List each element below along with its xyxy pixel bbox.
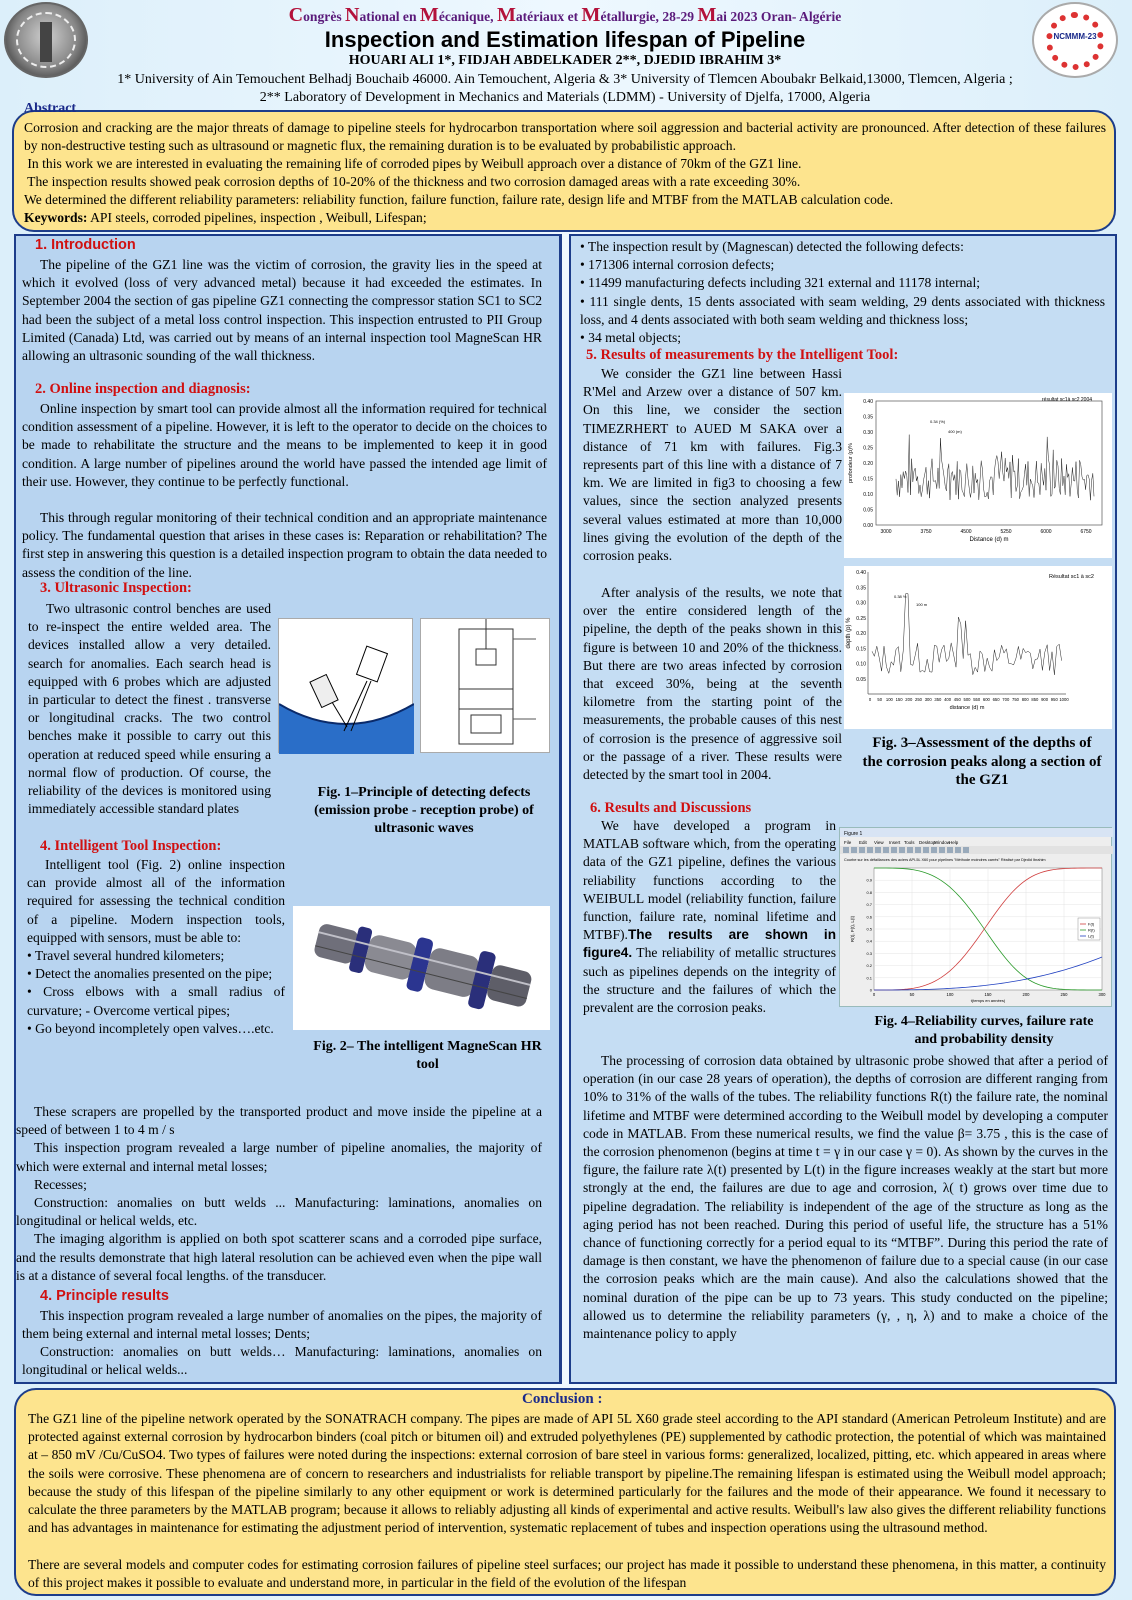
section-2-text-1: Online inspection by smart tool can provide almost all the information required for technical condition assessment of a pipeline. However, it is left to the operator to decide on the choices to be made to rehabilitate the structure and the means to be implemented to keep it in good condition. A large number of pipelines around the world have passed the intended age limit of their use. However, they continue to be perfectly functional. — [22, 401, 547, 489]
section-5-text-2: After analysis of the results, we note that over the entire considered length of the pipeline, the depth of the peaks shown in this figure is between 10 and 20% of the thickness. But there are two areas infected by corrosion that exceed 30%, being at the seventh kilometre from the starting point of the measurements, the probable causes of this nest of corrosion is the presence of aggressive soil or the passage of a river. These results were detected by the smart tool in 2004. — [583, 585, 842, 783]
abstract-label: Abstract — [24, 101, 77, 116]
section-4-title: 4. Intelligent Tool Inspection: — [40, 838, 222, 854]
fig3b-xtick: 250 — [915, 697, 922, 702]
fig3a-ytick: 0.05 — [863, 507, 873, 514]
fig3b-ytick: 0.25 — [856, 615, 866, 622]
fig3a-annot-dist: 400 (m) — [948, 429, 962, 434]
fig3a-xtick: 5250 — [1000, 529, 1012, 535]
fig4-legend-label: F(t) — [1088, 921, 1095, 927]
fig3a-ytick: 0.40 — [863, 399, 873, 405]
fig4-ytick: 0.2 — [866, 963, 872, 969]
fig4-ytick: 0.6 — [866, 914, 872, 920]
fig3b-xtick: 900 — [1041, 697, 1049, 702]
conclusion-text-2: There are several models and computer codes for estimating corrosion failures of pipeline steel surfaces; our project has made it possible to understand these phenomena, in this matter, a continuity of this project makes it possible to evaluate and understand more, in particular in the field of the evolution of the lifespan — [28, 1557, 1106, 1591]
fig3b-ytick: 0.30 — [856, 600, 866, 607]
section-3-text: Two ultrasonic control benches are used to re-inspect the entire welded area. The devices installed allow a very detailed. search for anomalies. Each search head is equipped with 6 probes which are adjusted in particular to detect the finest . transverse or longitudinal cracks. The two control benches make it possible to carry out this operation at reduced speed while ensuring a normal flow of production. Of course, the reliability of the devices is monitored using immediately accessible standard plates — [28, 601, 271, 817]
fig4-ylabel: R(t), F(t), L(t) — [850, 915, 855, 943]
fig4-toolbar-icon — [859, 847, 865, 853]
fig4-xtick: 150 — [984, 992, 992, 997]
fig3b-xtick: 300 — [924, 697, 932, 702]
fig3b-xlabel: distance (d) m — [949, 705, 985, 711]
abstract-text: Corrosion and cracking are the major threats of damage to pipeline steels for hydrocarbon transportation where soil aggression and bacterial activity are pronounced. After detection of these failures by non-destructive testing such as ultrasound or magnetic flux, the remaining duration is to be evaluated by probabilistic approach. In this work we are interested in evaluating the remaining life of corroded pipes by Weibull approach over a distance of 70km of the GZ1 line. The inspection results showed peak corrosion depths of 10-20% of the thickness and two corrosion damaged areas with a rate exceeding 30%. We determined the different reliability parameters: reliability function, failure function, failure rate, design life and MTBF from the MATLAB calculation code. Keywords: API steels, corroded pipelines, inspection , Weibull, Lifespan; — [24, 120, 1106, 225]
fig4-menu-item: Edit — [859, 840, 867, 845]
section-1-text: The pipeline of the GZ1 line was the victim of corrosion, the gravity lies in the speed at which it evolved (loss of very advanced metal) because it had exceeded the estimates. In September 2004 the section of gas pipeline GZ1 connecting the compressor station SC1 to SC2 had been the subject of a metal loss control inspection. This inspection entrusted to PII Group Limited (Canada) Ltd, was carried out by means of an internal inspection tool MagneScan HR allowing an ultrasonic sounding of the wall thickness. — [22, 257, 542, 364]
conclusion-text-1: The GZ1 line of the pipeline network operated by the SONATRACH company. The pipes are made of API 5L X60 grade steel according to the API standard (American Petroleum Institute) and are protected against external corrosion by hydrocarbon binders (coal pitch or bitumen oil) and extruded polyethylenes (PE) supplemented by cathodic protection, the potential of which was maintained at – 850 mV /Cu/CuSO4. Two types of failures were noted during the inspections: external corrosion of bare steel in various forms: generalized, localized, pitting, etc. which appeared in areas where the soils were corrosive. These phenomena are of concern to researchers and industrialists for reliable transport by pipeline.The remaining lifespan is estimated using the Weibull model approach; because the study of this lifespan of the pipeline similarly to any other equipment or work is determined particularly for the failures and the mode of their appearance. We found it necessary to calculate the three parameters by the MATLAB program; because it allows to reliably adjusting all kinds of experimental and active results. Weibull's law also gives the different reliability functions and has advantages in maintenance for estimating the adjustment period of intervention, systematic replacement of tubes and inspection operations using the ultrasound method. — [28, 1411, 1106, 1536]
fig4-caption: Fig. 4–Reliability curves, failure rate and probability density — [874, 1014, 1094, 1047]
fig3a-xtick: 3000 — [880, 529, 892, 535]
conference-title: Congrès National en Mécanique, Matériaux et Métallurgie, 28-29 Mai 2023 Oran- Algérie — [288, 4, 842, 26]
fig4-toolbar-icon — [939, 847, 945, 853]
fig4-menu-item: View — [874, 840, 884, 845]
fig3a-xtick: 4500 — [960, 529, 972, 535]
fig4-xtick: 50 — [909, 992, 915, 997]
fig3b-xtick: 700 — [1002, 697, 1010, 702]
fig4-ytick: 0.9 — [866, 877, 872, 883]
fig2-magnescan-tool-image — [293, 906, 550, 1030]
fig3b-annot-depth: 0.38 % — [894, 594, 907, 599]
fig3b-annot-dist: 100 m — [916, 602, 928, 607]
fig1-probe-schematic — [420, 618, 550, 753]
fig3b-xtick: 400 — [944, 697, 952, 702]
fig4-toolbar-icon — [843, 847, 849, 853]
section-4-bullets: • Travel several hundred kilometers; • Detect the anomalies presented on the pipe; • Cross elbows with a small radius of curvature; - Overcome vertical pipes; • Go beyond incompletely open valves….etc. — [27, 948, 285, 1036]
fig3b-ytick: 0.40 — [856, 570, 866, 576]
fig3b-xtick: 650 — [992, 697, 1000, 702]
section-1-title: 1. Introduction — [35, 237, 136, 253]
fig4-xtick: 250 — [1060, 992, 1068, 997]
fig3b-xtick: 600 — [982, 697, 990, 702]
fig4-menu-item: Tools — [904, 840, 915, 845]
fig4-ytick: 0.1 — [866, 975, 872, 981]
fig3a-ylabel: profondeur (p)% — [848, 443, 854, 483]
conclusion-title: Conclusion : — [522, 1391, 603, 1407]
section-6-text-1: We have developed a program in MATLAB software which, from the operating data of the GZ1 pipeline, defines the various reliability functions according to the WEIBULL model (reliability function, failure function, failure rate, nominal lifetime and MTBF).The results are shown in figure4. The reliability of metallic structures such as pipelines depends on the integrity of the structure and the failures of which the prevalent are the corrosion peaks. — [583, 818, 836, 1016]
fig3b-xtick: 100 — [885, 697, 893, 702]
fig3a-xtick: 6750 — [1080, 529, 1092, 535]
fig4-toolbar-icon — [883, 847, 889, 853]
column-divider — [559, 236, 562, 1382]
fig3b-xtick: 550 — [973, 697, 981, 702]
fig4-xtick: 0 — [872, 992, 876, 997]
fig3b-xtick: 50 — [877, 697, 883, 702]
fig4-ytick: 0.3 — [866, 950, 872, 956]
fig3b-xtick: 1000 — [1059, 697, 1069, 702]
fig4-legend-label: R(t) — [1088, 927, 1095, 933]
fig3b-xtick: 200 — [905, 697, 913, 702]
principle-results-text-2: Construction: anomalies on butt welds… Manufacturing: laminations, anomalies on longitudinal or helical welds... — [22, 1344, 542, 1378]
fig1-ultrasonic-diagram — [278, 618, 413, 753]
fig3b-ytick: 0.20 — [856, 631, 866, 637]
fig3b-xtick: 150 — [895, 697, 903, 702]
fig3a-ytick: 0.20 — [863, 461, 873, 467]
fig4-legend-label: L(t) — [1088, 933, 1094, 939]
authors: HOUARI ALI 1*, FIDJAH ABDELKADER 2**, DJEDID IBRAHIM 3* — [348, 53, 782, 68]
fig3a-xtick: 6000 — [1040, 529, 1052, 535]
fig4-toolbar-icon — [915, 847, 921, 853]
fig3b-ytick: 0.15 — [856, 646, 866, 653]
section-2-title: 2. Online inspection and diagnosis: — [35, 381, 251, 397]
fig3b-xtick: 450 — [953, 697, 961, 702]
fig4-ytick: 0.4 — [866, 938, 872, 944]
fig4-xtick: 100 — [946, 992, 954, 997]
affiliation-1: 1* University of Ain Temouchent Belhadj Bouchaib 46000. Ain Temouchent, Algeria & 3* University of Tlemcen Aboubakr Belkaid,13000, Tlemcen, Algeria ; — [117, 72, 1013, 87]
fig3a-xtick: 3750 — [920, 529, 932, 535]
fig2-caption: Fig. 2– The intelligent MagneScan HR tool — [313, 1039, 542, 1072]
fig3b-xtick: 950 — [1050, 697, 1058, 702]
fig4-ytick: 0.5 — [866, 926, 872, 932]
section-4-continued: These scrapers are propelled by the transported product and move inside the pipeline at a speed of between 1 to 4 m / s This inspection program revealed a large number of pipeline anomalies, the majority of which were external and internal metal losses; Recesses; Construction: anomalies on butt welds ... Manufacturing: laminations, anomalies on longitudinal or helical welds, etc. The imaging algorithm is applied on both spot scatterer scans and a corroded pipe surface, and the results demonstrate that high lateral resolution can be achieved even when the pipe wall is at a distance of several focal lengths. of the transducer. — [16, 1104, 542, 1283]
fig3b-xtick: 500 — [963, 697, 971, 702]
principle-results-text-1: This inspection program revealed a large number of anomalies on the pipes, the majority of them being external and internal metal losses; Dents; — [22, 1308, 542, 1342]
fig4-menu-item: Desktop — [919, 840, 936, 845]
section-6-text-2: The processing of corrosion data obtained by ultrasonic probe showed that after a period of operation (in our case 28 years of operation), the depths of corrosion are different ranging from 10% to 31% of the walls of the tubes. The reliability functions R(t) the failure rate, the nominal lifetime and MTBF were determined according to the Weibull model by developing a computer code in MATLAB. From these numerical results, we find the value β= 3.75 , this is the case of the corrosion phenomenon (begins at time t = γ in our case γ = 0). As shown by the curves in the figure, the failure rate λ(t) presented by L(t) in the figure increases weakly at the start but more strongly at the end, the failures are due to age and corrosion, λ( t) grows over time due to pipeline degradation. The reliability is independent of the age of the structure as long as the aging period has not been reached. During this period of useful life, the structure has a 51% chance of functioning correctly for a period equal to its “MTBF”. During this period the rate of damage is then constant, we have the phenomenon of failure due to a special cause (in our case the corrosion peaks which are the main cause). And also the calculations showed that the nominal duration of the pipe can be up to 73 years. This study conducted on the pipeline; allowed us to determine the reliability parameters (γ, , η, λ) and to make a choice of the maintenance policy to apply — [583, 1053, 1108, 1342]
fig3-caption: Fig. 3–Assessment of the depths of the corrosion peaks along a section of the GZ1 — [862, 735, 1102, 788]
conference-logo-right: NCMMM-23 — [1032, 2, 1118, 78]
fig3a-ytick: 0.10 — [863, 492, 873, 498]
fig4-xtick: 300 — [1098, 992, 1106, 997]
fig3a-depth-chart — [844, 393, 1112, 558]
section-4-text: Intelligent tool (Fig. 2) online inspection can provide almost all of the information required for assessing the technical condition of a pipeline. Modern inspection tools, equipped with sensors, must be able to: — [27, 857, 285, 945]
fig4-toolbar-icon — [867, 847, 873, 853]
fig3a-ytick: 0.35 — [863, 414, 873, 421]
fig3b-ytick: 0.05 — [856, 676, 866, 683]
fig4-window-title: Figure 1 — [844, 831, 863, 837]
poster-title: Inspection and Estimation lifespan of Pipeline — [324, 27, 806, 52]
fig4-menu-item: Insert — [889, 840, 901, 845]
principle-results-title: 4. Principle results — [40, 1288, 169, 1304]
magnescan-defects-list: • The inspection result by (Magnescan) detected the following defects: • 171306 internal corrosion defects; • 11499 manufacturing defects including 321 external and 11178 internal; • 111 single dents, 15 dents associated with seam welding, 29 dents associated with thickness loss, and 4 dents associated with both seam welding and thickness loss; • 34 metal objects; — [580, 239, 1105, 346]
fig4-plot-title: Courbe sur les défaillances des aciers API-5L X60 pour pipelines "Méthode moindres carrés" Réalisé par Djedid Ibrahim — [844, 858, 1046, 862]
section-5-title: 5. Results of measurements by the Intelligent Tool: — [586, 347, 899, 363]
fig4-toolbar-icon — [931, 847, 937, 853]
fig4-toolbar-icon — [923, 847, 929, 853]
fig4-toolbar-icon — [891, 847, 897, 853]
fig3b-xtick: 750 — [1012, 697, 1019, 702]
fig4-xlabel: t(temps en années) — [970, 998, 1006, 1003]
fig4-toolbar-icon — [955, 847, 961, 853]
fig3b-ytick: 0.10 — [856, 661, 866, 668]
fig4-xtick: 200 — [1022, 992, 1030, 997]
fig3b-ytick: 0.35 — [856, 585, 866, 592]
fig4-menu-item: Window — [934, 840, 951, 845]
fig4-ytick: 0.8 — [866, 889, 872, 895]
fig4-menu-item: File — [844, 840, 852, 845]
fig4-toolbar-icon — [947, 847, 953, 853]
fig3b-depth-chart — [844, 566, 1112, 729]
fig3a-ytick: 0.15 — [863, 476, 873, 483]
fig4-menu-item: Help — [949, 840, 959, 845]
fig4-toolbar-icon — [963, 847, 969, 853]
fig3b-ylabel: depth (p) % — [846, 617, 852, 649]
affiliation-2: 2** Laboratory of Development in Mechanics and Materials (LDMM) - University of Djelfa, 17000, Algeria — [259, 90, 871, 105]
fig3b-legend: Résultat sc1 à sc2 — [1049, 574, 1094, 580]
section-3-title: 3. Ultrasonic Inspection: — [40, 580, 192, 596]
fig4-toolbar-icon — [875, 847, 881, 853]
fig4-ytick: 0 — [869, 987, 872, 993]
fig3b-xtick: 850 — [1031, 697, 1039, 702]
fig3b-xtick: 800 — [1021, 697, 1029, 702]
section-6-title: 6. Results and Discussions — [590, 800, 752, 816]
fig1-caption: Fig. 1–Principle of detecting defects (emission probe - reception probe) of ultrasonic waves — [314, 785, 534, 836]
university-logo-left — [4, 2, 88, 78]
fig3b-xtick: 350 — [934, 697, 942, 702]
fig3a-ytick: 0.25 — [863, 445, 873, 452]
fig3a-ytick: 0.30 — [863, 430, 873, 436]
section-2-text-2: This through regular monitoring of their technical condition and an appropriate maintenance policy. The fundamental question that arises in these cases is: Reparation or rehabilitation? The first step in answering this question is a detailed inspection program to obtain the data needed to assess the condition of the line. — [22, 510, 547, 580]
fig3a-xlabel: Distance (d) m — [969, 537, 1009, 543]
fig3a-legend: résultat sc1à sc2 2004 — [1042, 397, 1093, 403]
fig4-toolbar-icon — [899, 847, 905, 853]
fig3b-xtick: 0 — [868, 697, 872, 702]
section-5-text-1: We consider the GZ1 line between Hassi R'Mel and Arzew over a distance of 507 km. On this line, we consider the section TIMEZRHERT to AUED M SAKA over a distance of 71 km with failures. Fig.3 represents part of this line with a distance of 7 km. We are limited in fig3 to choosing a few values, since the section analyzed presents several values estimated at more than 10,000 lines giving the evolution of the depth of the corrosion peaks. — [583, 366, 842, 564]
fig3a-ytick: 0.00 — [863, 523, 873, 529]
fig4-toolbar-icon — [851, 847, 857, 853]
fig4-titlebar — [840, 828, 1113, 837]
fig4-ytick: 0.7 — [866, 902, 872, 908]
fig4-matlab-window — [839, 827, 1112, 1007]
fig4-toolbar-icon — [907, 847, 913, 853]
fig3a-annot-depth: 0.34 (%) — [930, 419, 946, 424]
